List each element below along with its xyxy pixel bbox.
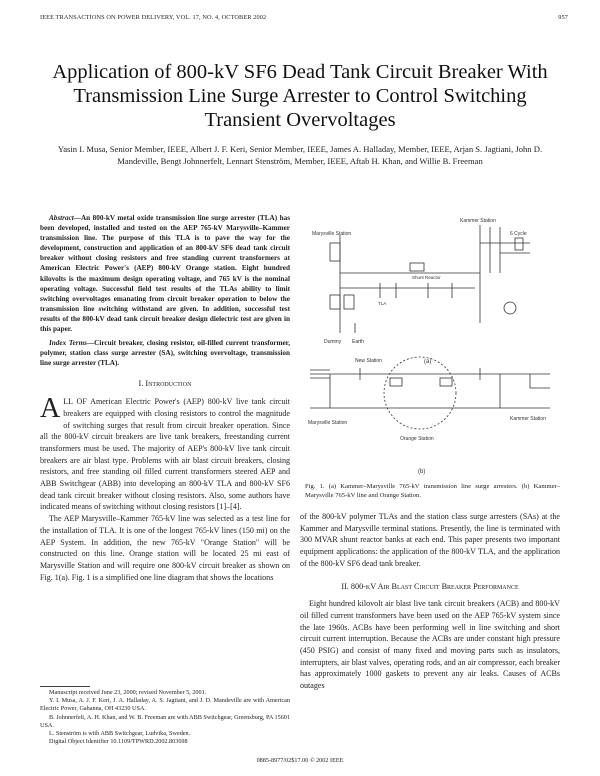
intro-text-1: LL OF American Electric Power's (AEP) 800-kV live tank circuit breakers are equipped with closing resistors to control the magnitude of switching surges that result from circuit breaker operation. Since all the 800-kV circuit breakers are live tank breakers, freestanding current transformers must be used. The majority of AEP's 800-kV live tank circuit breakers are air blast type. Problems with air blast circuit breakers, closing resistors, and free standing oil filled current transformers steered AEP and ABB Switchgear (ABB) into developing an 800-kV TLA and 800-kV SF6 dead tank circuit breaker without closing resistors. Also, some authors have indicated means of switching without closing resistors [1]–[4]. xyxy=(40,397,290,512)
intro-paragraph-2: The AEP Marysville–Kammer 765-kV line was selected as a test line for the installation of TLA. It is one of the longest 765-kV lines (150 mi) on the AEP System. In addition, the new 765-kV "Orange Station" will be constructed on this line. Orange station will be located 25 mi east of Marysville Station and will require one 800-kV circuit breaker as shown on Fig. 1(a). Fig. 1 is a simplified one line diagram that shows the locations xyxy=(40,514,290,582)
abstract-text: An 800-kV metal oxide transmission line surge arrester (TLA) has been developed, installed and tested on the AEP 765-kV Marysville–Kammer transmission line. The purpose of this TLA is to pave the way for the development, construction and application of an 800-kV SF6 dead tank circuit breaker without closing resistors and free standing current transformers at American Electric Power's (AEP) 800-kV Orange station. Eight hundred kilovolts is the maximum design operating voltage, and 765 kV is the nominal operating voltage. Successful field test results of the TLAs ability to limit switching overvoltages emanating from circuit breaker operation to below the transmission line switching withstand are given. In addition, successful test results of the 800-kV dead tank circuit breaker design dielectric test are given in this paper. xyxy=(40,214,290,334)
abstract-label: Abstract— xyxy=(49,214,81,222)
intro-paragraph-1 xyxy=(40,393,290,513)
index-terms-label: Index Terms— xyxy=(49,339,95,348)
figure-label-a: (a) xyxy=(424,359,432,365)
figure-caption: Fig. 1. (a) Kammer–Marysville 765-kV transmission line surge arresters. (b) Kammer–Marysville 765-kV line and Orange Station. xyxy=(305,483,560,499)
six-cycle-label: 6 Cycle xyxy=(510,231,527,237)
right-column xyxy=(300,511,560,692)
section-1-heading: I. Introduction xyxy=(138,379,192,389)
running-header: IEEE TRANSACTIONS ON POWER DELIVERY, VOL. 17, NO. 4, OCTOBER 2002 xyxy=(40,14,267,21)
footnote-doi: Digital Object Identifier 10.1109/TPWRD.2002.803698 xyxy=(49,738,188,746)
tla-label: TLA xyxy=(378,301,387,306)
left-column xyxy=(40,213,290,583)
index-terms-text: Circuit breaker, closing resistor, oil-filled current transformer, polymer, station class surge arrester (SA), switching overvoltage, transmission line surge arrester (TLA). xyxy=(40,339,290,368)
marysville-label-a: Marysville Station xyxy=(312,231,352,237)
kammer-label-a: Kammer Station xyxy=(460,218,496,224)
figure-label-b: (b) xyxy=(418,469,426,475)
earth-label: Earth xyxy=(352,339,364,345)
kammer-label-b: Kammer Station xyxy=(510,416,546,422)
paper-title: Application of 800-kV SF6 Dead Tank Circuit Breaker With Transmission Line Surge Arrester to Control Switching Transient Overvoltages xyxy=(52,61,548,131)
abstract xyxy=(40,213,290,334)
page-number: 957 xyxy=(558,14,568,21)
footnote-received: Manuscript received June 23, 2000; revised November 5, 2001. xyxy=(49,689,207,696)
footnote-stenstrom: L. Stenström is with ABB Switchgear, Ludvika, Sweden. xyxy=(49,730,191,738)
author-list: Yasin I. Musa, Senior Member, IEEE, Albert J. F. Keri, Senior Member, IEEE, James A. Halladay, Member, IEEE, Arjan S. Jagtiani, John D. Mandeville, Bengt Johnnerfelt, Lennart Stenström, Member, IEEE, Aftab H. Khan, and Willie B. Freeman xyxy=(57,144,543,166)
dummy-label: Dummy xyxy=(324,339,342,345)
footnote-aep-authors: Y. I. Musa, A. J. F. Keri, J. A. Halladay, A. S. Jagtiani, and J. D. Mandeville are with American Electric Power, Gahanna, OH 43230 USA. xyxy=(40,697,290,713)
right-paragraph-2: Eight hundred kilovolt air blast live tank circuit breakers (ACB) and 800-kV oil filled current transformers have been used on the AEP 765-kV system since the late 1960s. ACBs have been performing well in line switching and short circuit current interruption. Because the ACBs are under constant high pressure (450 PSIG) and consist of many fixed and moving parts such as insulators, interrupters, air blast valves, operating rods, and an air compressor, each breaker has approximately 1000 gaskets to prevent any air leaks. Causes of ACBs outages xyxy=(300,599,560,691)
index-terms xyxy=(40,338,290,368)
drop-cap: A xyxy=(40,393,61,425)
footnotes xyxy=(40,689,290,746)
section-2-heading: II. 800-kV Air Blast Circuit Breaker Performance xyxy=(341,581,519,591)
shunt-reactor-label: Shunt Reactor xyxy=(412,275,441,280)
marysville-label-b: Marysville Station xyxy=(308,420,348,426)
orange-station-label: Orange Station xyxy=(400,436,434,442)
footnote-abb-authors: B. Johnnerfelt, A. H. Khan, and W. B. Freeman are with ABB Switchgear, Greensburg, PA 15601 USA. xyxy=(40,713,290,729)
copyright-footer: 0885-8977/02$17.00 © 2002 IEEE xyxy=(256,757,344,764)
figure-1b-diagram xyxy=(300,348,562,480)
right-paragraph-1: of the 800-kV polymer TLAs and the station class surge arresters (SAs) at the Kammer and Marysville terminal stations. Presently, the line is terminated with 300 MVAR shunt reactor banks at each end. This paper presents two important equipment applications: the application of the 800-kV TLA, and the application of the 800-kV SF6 dead tank breaker. xyxy=(300,512,560,568)
footnote-rule xyxy=(40,686,90,687)
new-station-label: New Station xyxy=(355,358,382,364)
